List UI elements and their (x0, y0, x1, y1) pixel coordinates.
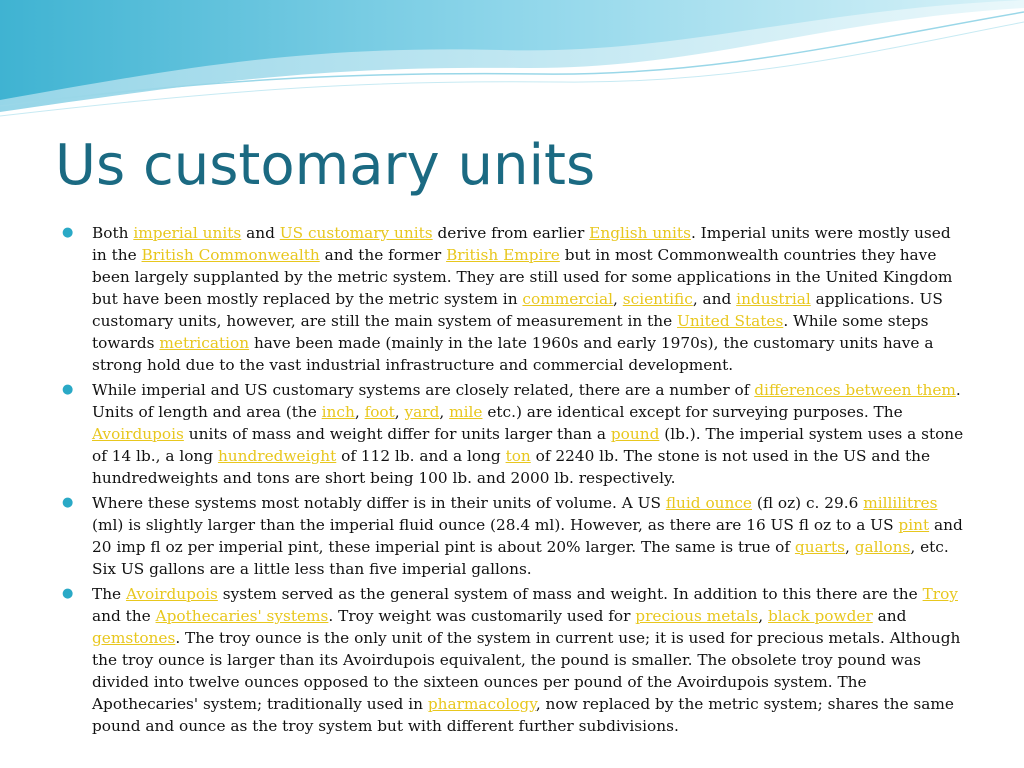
paragraph-text: , now replaced by the metric system; shares the same pound and ounce as the troy system but with different further subdivisions. (92, 695, 954, 735)
hyperlink[interactable]: black powder (768, 607, 873, 625)
paragraph-text: . Units of length and area (the (92, 381, 961, 421)
hyperlink[interactable]: mile (449, 403, 483, 421)
hyperlink[interactable]: English units (589, 224, 691, 242)
hyperlink[interactable]: United States (677, 312, 784, 330)
bullet-dot-icon: ● (62, 382, 74, 397)
bullet-list (62, 222, 967, 740)
paragraph-text: . Imperial units were mostly used in the (92, 224, 951, 264)
hyperlink[interactable]: Avoirdupois (125, 585, 218, 603)
bullet-dot-icon: ● (62, 495, 74, 510)
hyperlink[interactable]: differences between them (754, 381, 956, 399)
paragraph-text: , (613, 290, 623, 308)
hyperlink[interactable]: British Commonwealth (141, 246, 320, 264)
hyperlink[interactable]: pound (610, 425, 660, 443)
paragraph-text: , etc. Six US gallons are a little less than five imperial gallons. (92, 538, 949, 578)
paragraph-text: Both (92, 224, 134, 242)
hyperlink[interactable]: pharmacology (427, 695, 536, 713)
paragraph-text: , (354, 403, 365, 421)
paragraph-text: and the former (319, 246, 447, 264)
paragraph-text: system served as the general system of mass and weight. In addition to this there are the (217, 585, 923, 603)
hyperlink[interactable]: gallons (854, 538, 911, 556)
hyperlink[interactable]: hundredweight (217, 447, 337, 465)
hyperlink[interactable]: gemstones (92, 629, 176, 647)
paragraph-text: have been made (mainly in the late 1960s and early 1970s), the customary units have a strong hold due to the vast industrial infrastructure and commercial development. (92, 334, 934, 374)
paragraph-text: derive from earlier (432, 224, 590, 242)
hyperlink[interactable]: millilitres (863, 494, 938, 512)
hyperlink[interactable]: pint (898, 516, 930, 534)
paragraph-text: , (394, 403, 405, 421)
hyperlink[interactable]: Apothecaries' systems (155, 607, 329, 625)
bullet-dot-icon: ● (62, 225, 74, 240)
paragraph-text: units of mass and weight differ for units larger than a (183, 425, 611, 443)
bullet-item (62, 492, 967, 580)
hyperlink[interactable]: imperial units (133, 224, 242, 242)
hyperlink[interactable]: metrication (159, 334, 250, 352)
bullet-dot-icon: ● (62, 586, 74, 601)
hyperlink[interactable]: inch (321, 403, 355, 421)
paragraph-text: and the (92, 607, 156, 625)
paragraph-text: . While some steps towards (92, 312, 929, 352)
paragraph-text: and (241, 224, 280, 242)
hyperlink[interactable]: Troy (922, 585, 958, 603)
bullet-item (62, 583, 967, 737)
paragraph-text: of 112 lb. and a long (336, 447, 506, 465)
bullet-item (62, 379, 967, 489)
hyperlink[interactable]: US customary units (279, 224, 433, 242)
paragraph-text: While imperial and US customary systems are closely related, there are a number of (92, 381, 755, 399)
paragraph-text: . The troy ounce is the only unit of the system in current use; it is used for precious metals. Although the troy ounce is larger than its Avoirdupois equivalent, the pound is smaller. The obsolete troy pound was divided into twelve ounces opposed to the sixteen ounces per pound of the Avoirdupois system. The Apothecaries' system; traditionally used in (92, 629, 961, 713)
slide-title: Us customary units (55, 133, 596, 198)
hyperlink[interactable]: industrial (736, 290, 811, 308)
hyperlink[interactable]: yard (404, 403, 440, 421)
paragraph-text: (ml) is slightly larger than the imperial fluid ounce (28.4 ml). However, as there are 16 US fl oz to a US (92, 516, 899, 534)
hyperlink[interactable]: British Empire (446, 246, 560, 264)
paragraph-text: and 20 imp fl oz per imperial pint, these imperial pint is about 20% larger. The same is true of (92, 516, 963, 556)
paragraph-text: of 2240 lb. The stone is not used in the US and the hundredweights and tons are short being 100 lb. and 2000 lb. respectively. (92, 447, 931, 487)
paragraph-text: Where these systems most notably differ is in their units of volume. A US (92, 494, 666, 512)
hyperlink[interactable]: ton (505, 447, 531, 465)
paragraph-text: , (845, 538, 855, 556)
paragraph-text: , (439, 403, 450, 421)
hyperlink[interactable]: foot (364, 403, 395, 421)
header-wave-decoration (0, 0, 1024, 130)
paragraph-text: . Troy weight was customarily used for (328, 607, 636, 625)
hyperlink[interactable]: fluid ounce (665, 494, 752, 512)
paragraph-text: , (758, 607, 768, 625)
bullet-item (62, 222, 967, 376)
paragraph-text: (fl oz) c. 29.6 (751, 494, 864, 512)
paragraph-text: but in most Commonwealth countries they have been largely supplanted by the metric system. They are still used for some applications in the United Kingdom but have been mostly replaced by the metric system in (92, 246, 953, 308)
hyperlink[interactable]: quarts (794, 538, 845, 556)
hyperlink[interactable]: Avoirdupois (92, 425, 184, 443)
hyperlink[interactable]: scientific (622, 290, 693, 308)
paragraph-text: , and (692, 290, 737, 308)
hyperlink[interactable]: commercial (522, 290, 614, 308)
paragraph-text: applications. US customary units, however, are still the main system of measurement in the (92, 290, 943, 330)
paragraph-text: The (92, 585, 126, 603)
paragraph-text: etc.) are identical except for surveying purposes. The (482, 403, 903, 421)
hyperlink[interactable]: precious metals (635, 607, 759, 625)
paragraph-text: and (872, 607, 907, 625)
paragraph-text: (lb.). The imperial system uses a stone of 14 lb., a long (92, 425, 964, 465)
